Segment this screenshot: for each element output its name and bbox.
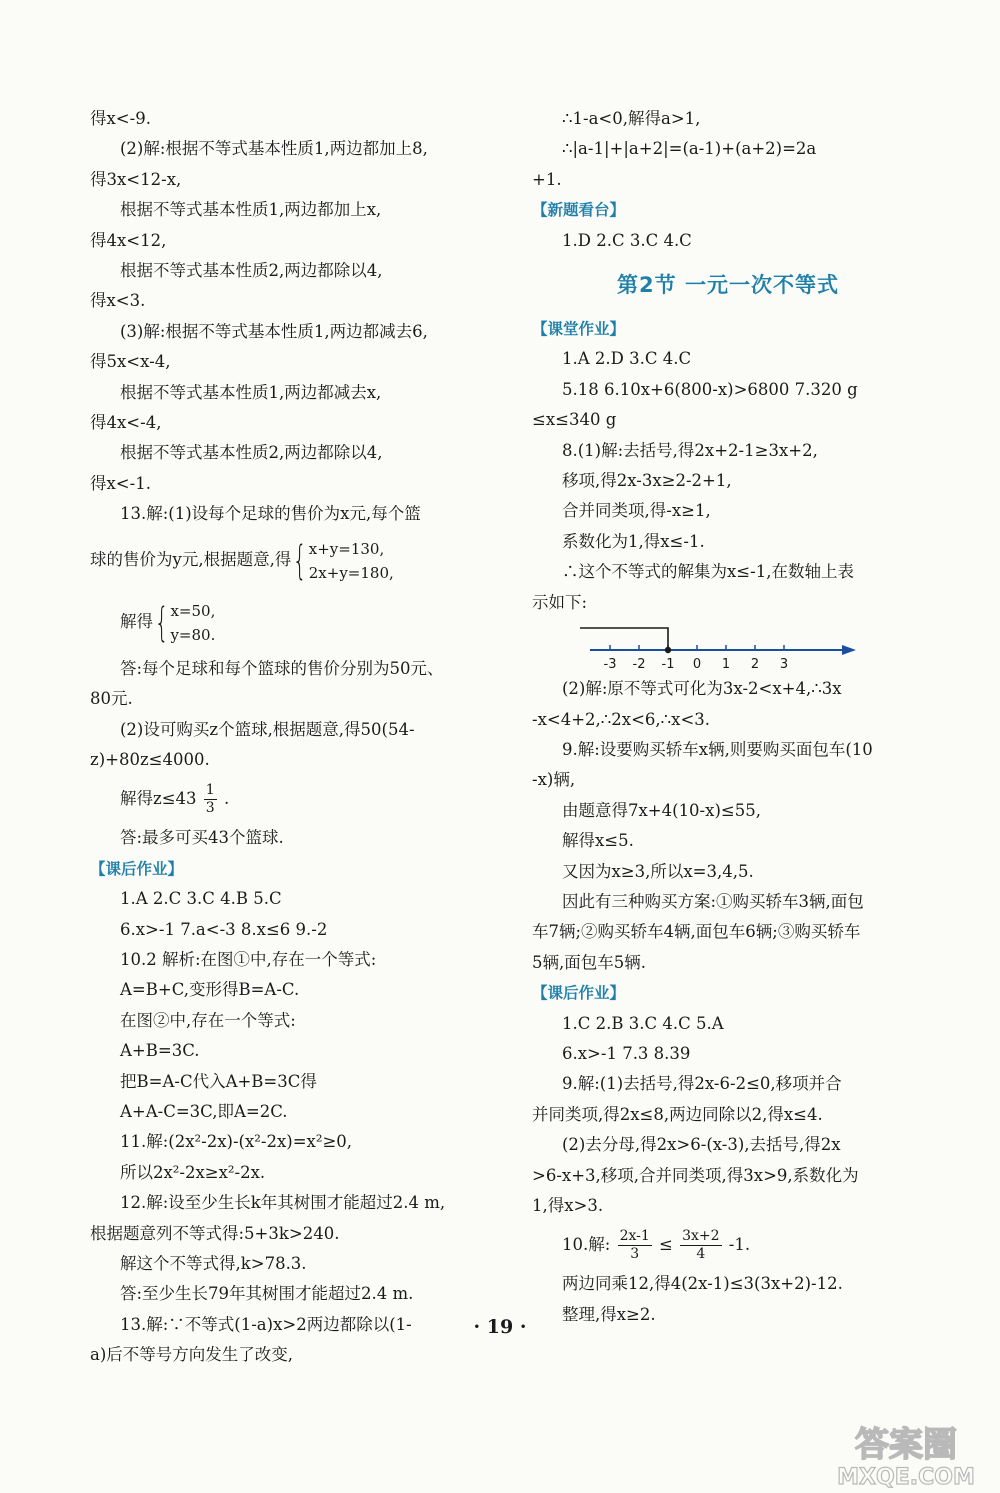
text-line: 得x<-9. (90, 109, 151, 128)
text: 10.解: (562, 1235, 611, 1255)
text-line: 解这个不等式得,k>78.3. (120, 1254, 307, 1273)
text-line: (2)解:根据不等式基本性质1,两边都加上8, (120, 139, 428, 159)
text-line: A=B+C,变形得B=A-C. (120, 980, 300, 1000)
watermark-title: 答案圈 (855, 1425, 957, 1465)
text-line: 两边同乘12,得4(2x-1)≤3(3x+2)-12. (562, 1274, 843, 1294)
solution-region (580, 628, 668, 650)
text-line: (3)解:根据不等式基本性质1,两边都减去6, (120, 321, 428, 341)
text-line: 合并同类项,得-x≥1, (562, 501, 711, 521)
numerator: 3x+2 (682, 1228, 720, 1245)
text-line: +1. (532, 169, 562, 189)
tick-label: -2 (632, 657, 646, 673)
answer-line: 1.C 2.B 3.C 4.C 5.A (562, 1013, 724, 1033)
text: ≤ (659, 1235, 673, 1255)
text-line: 把B=A-C代入A+B=3C得 (120, 1071, 317, 1091)
text-line: 整理,得x≥2. (562, 1304, 656, 1324)
tick-label: 1 (721, 657, 731, 673)
text-line: 移项,得2x-3x≥2-2+1, (562, 471, 732, 491)
text-line: 解得 (120, 612, 153, 632)
denominator: 3 (205, 800, 215, 817)
text-line: A+A-C=3C,即A=2C. (120, 1101, 288, 1121)
answer-line: 6.x>-1 7.a<-3 8.x≤6 9.-2 (120, 919, 328, 939)
text-line: (2)去分母,得2x>6-(x-3),去括号,得2x (562, 1135, 841, 1155)
fraction-line (532, 1221, 924, 1269)
watermark-logo (818, 1418, 994, 1490)
denominator: 3 (630, 1246, 640, 1263)
fraction (680, 1228, 721, 1263)
watermark-url: MXQE.COM (837, 1465, 975, 1490)
fraction (618, 1228, 652, 1263)
section-header: 【新题看台】 (532, 201, 626, 220)
text-line: (2)设可购买z个篮球,根据题意,得50(54- (120, 719, 415, 739)
equation: y=80. (170, 625, 216, 644)
text-line: 10.2 解析:在图①中,存在一个等式: (120, 949, 377, 969)
text-line: 并同类项,得2x≤8,两边同除以2,得x≤4. (532, 1104, 823, 1124)
answer-line: 1.A 2.D 3.C 4.C (562, 349, 692, 369)
text-line: -x<4+2,∴2x<6,∴x<3. (532, 709, 711, 729)
text-line: ∴|a-1|+|a+2|=(a-1)+(a+2)=2a (562, 139, 817, 159)
answer-line: 6.x>-1 7.3 8.39 (562, 1043, 691, 1063)
text-line: 系数化为1,得x≤-1. (562, 531, 705, 551)
answer-line: 1.A 2.C 3.C 4.B 5.C (120, 889, 282, 909)
text: . (223, 789, 230, 809)
text-line: (2)解:原不等式可化为3x-2<x+4,∴3x (562, 679, 842, 699)
text-line: 11.解:(2x²-2x)-(x²-2x)=x²≥0, (120, 1132, 353, 1152)
text-line: 根据不等式基本性质1,两边都减去x, (120, 382, 382, 402)
text-line: 球的售价为y元,根据题意,得 (90, 550, 292, 570)
text-line: ≤x≤340 g (532, 410, 617, 430)
right-column (532, 104, 924, 1330)
answer-line: 1.D 2.C 3.C 4.C (562, 230, 692, 250)
text-line: 车7辆;②购买轿车4辆,面包车6辆;③购买轿车 (532, 922, 861, 942)
equation: x+y=130, (308, 539, 385, 558)
text-line: 得x<-1. (90, 473, 151, 493)
axis-arrow (842, 645, 856, 655)
text-line: 13.解:(1)设每个足球的售价为x元,每个篮 (120, 504, 421, 524)
text-line: 5辆,面包车5辆. (532, 952, 646, 972)
text-line: 得4x<-4, (90, 413, 162, 433)
text-line: 得3x<12-x, (90, 169, 182, 189)
tick-label: 0 (692, 657, 702, 673)
text-line: ∴1-a<0,解得a>1, (562, 109, 701, 128)
text-line: 9.解:设要购买轿车x辆,则要购买面包车(10 (562, 739, 873, 759)
text-line: 根据题意列不等式得:5+3k>240. (90, 1223, 340, 1243)
section-header: 【课后作业】 (90, 859, 184, 878)
text-line: -x)辆, (532, 770, 576, 790)
left-brace: { (293, 537, 308, 584)
text-line: 8.(1)解:去括号,得2x+2-1≥3x+2, (562, 440, 818, 460)
text-line: 答:至少生长79年其树围才能超过2.4 m. (120, 1284, 414, 1304)
text: -1. (728, 1235, 751, 1255)
text-line: 由题意得7x+4(10-x)≤55, (562, 800, 761, 820)
text-line: z)+80z≤4000. (90, 749, 210, 769)
number-line (580, 622, 870, 674)
equation-system-2 (90, 592, 492, 654)
fraction-line (90, 775, 492, 823)
numerator: 2x-1 (619, 1228, 650, 1245)
tick-label: -3 (603, 657, 617, 673)
equation: x=50, (170, 601, 216, 620)
text-line: 因此有三种购买方案:①购买轿车3辆,面包 (562, 891, 864, 911)
text-line: 13.解:∵不等式(1-a)x>2两边都除以(1- (120, 1314, 412, 1334)
left-brace: { (154, 599, 169, 646)
text: 解得z≤43 (120, 789, 197, 809)
text-line: 根据不等式基本性质1,两边都加上x, (120, 200, 382, 220)
section-header: 【课堂作业】 (532, 320, 626, 339)
text-line: 答:最多可买43个篮球. (120, 828, 284, 848)
denominator: 4 (696, 1246, 706, 1263)
text-line: 根据不等式基本性质2,两边都除以4, (120, 443, 383, 463)
text-line: 所以2x²-2x≥x²-2x. (120, 1162, 266, 1182)
section-title: 第2节 一元一次不等式 (617, 273, 839, 298)
section-header: 【课后作业】 (532, 984, 626, 1003)
answer-line: 5.18 6.10x+6(800-x)>6800 7.320 g (562, 379, 858, 399)
text-line: 答:每个足球和每个篮球的售价分别为50元、 (120, 658, 444, 678)
fraction (204, 782, 217, 817)
left-column (90, 104, 492, 1371)
text-line: ∴这个不等式的解集为x≤-1,在数轴上表 (562, 562, 854, 582)
equation-system-1 (90, 530, 492, 592)
text-line: 12.解:设至少生长k年其树围才能超过2.4 m, (120, 1193, 446, 1213)
text-line: 9.解:(1)去括号,得2x-6-2≤0,移项并合 (562, 1074, 842, 1094)
tick-label: -1 (661, 657, 675, 673)
text-line: 得4x<12, (90, 230, 167, 250)
text-line: 在图②中,存在一个等式: (120, 1010, 296, 1030)
page-number: · 19 · (473, 1316, 527, 1338)
text-line: 又因为x≥3,所以x=3,4,5. (562, 861, 754, 881)
numerator: 1 (205, 782, 215, 799)
tick-label: 2 (750, 657, 760, 673)
text-line: 得5x<x-4, (90, 352, 171, 372)
text-line: 得x<3. (90, 291, 146, 311)
text-line: 1,得x>3. (532, 1196, 604, 1215)
text-line: A+B=3C. (120, 1041, 200, 1061)
text-line: a)后不等号方向发生了改变, (90, 1345, 294, 1365)
text-line: 根据不等式基本性质2,两边都除以4, (120, 261, 383, 281)
text-line: 解得x≤5. (562, 831, 634, 851)
equation: 2x+y=180, (308, 563, 394, 582)
text-line: 示如下: (532, 592, 588, 612)
text-line: >6-x+3,移项,合并同类项,得3x>9,系数化为 (532, 1165, 859, 1185)
tick-label: 3 (779, 657, 789, 673)
text-line: 80元. (90, 689, 133, 709)
solid-point (665, 647, 671, 653)
